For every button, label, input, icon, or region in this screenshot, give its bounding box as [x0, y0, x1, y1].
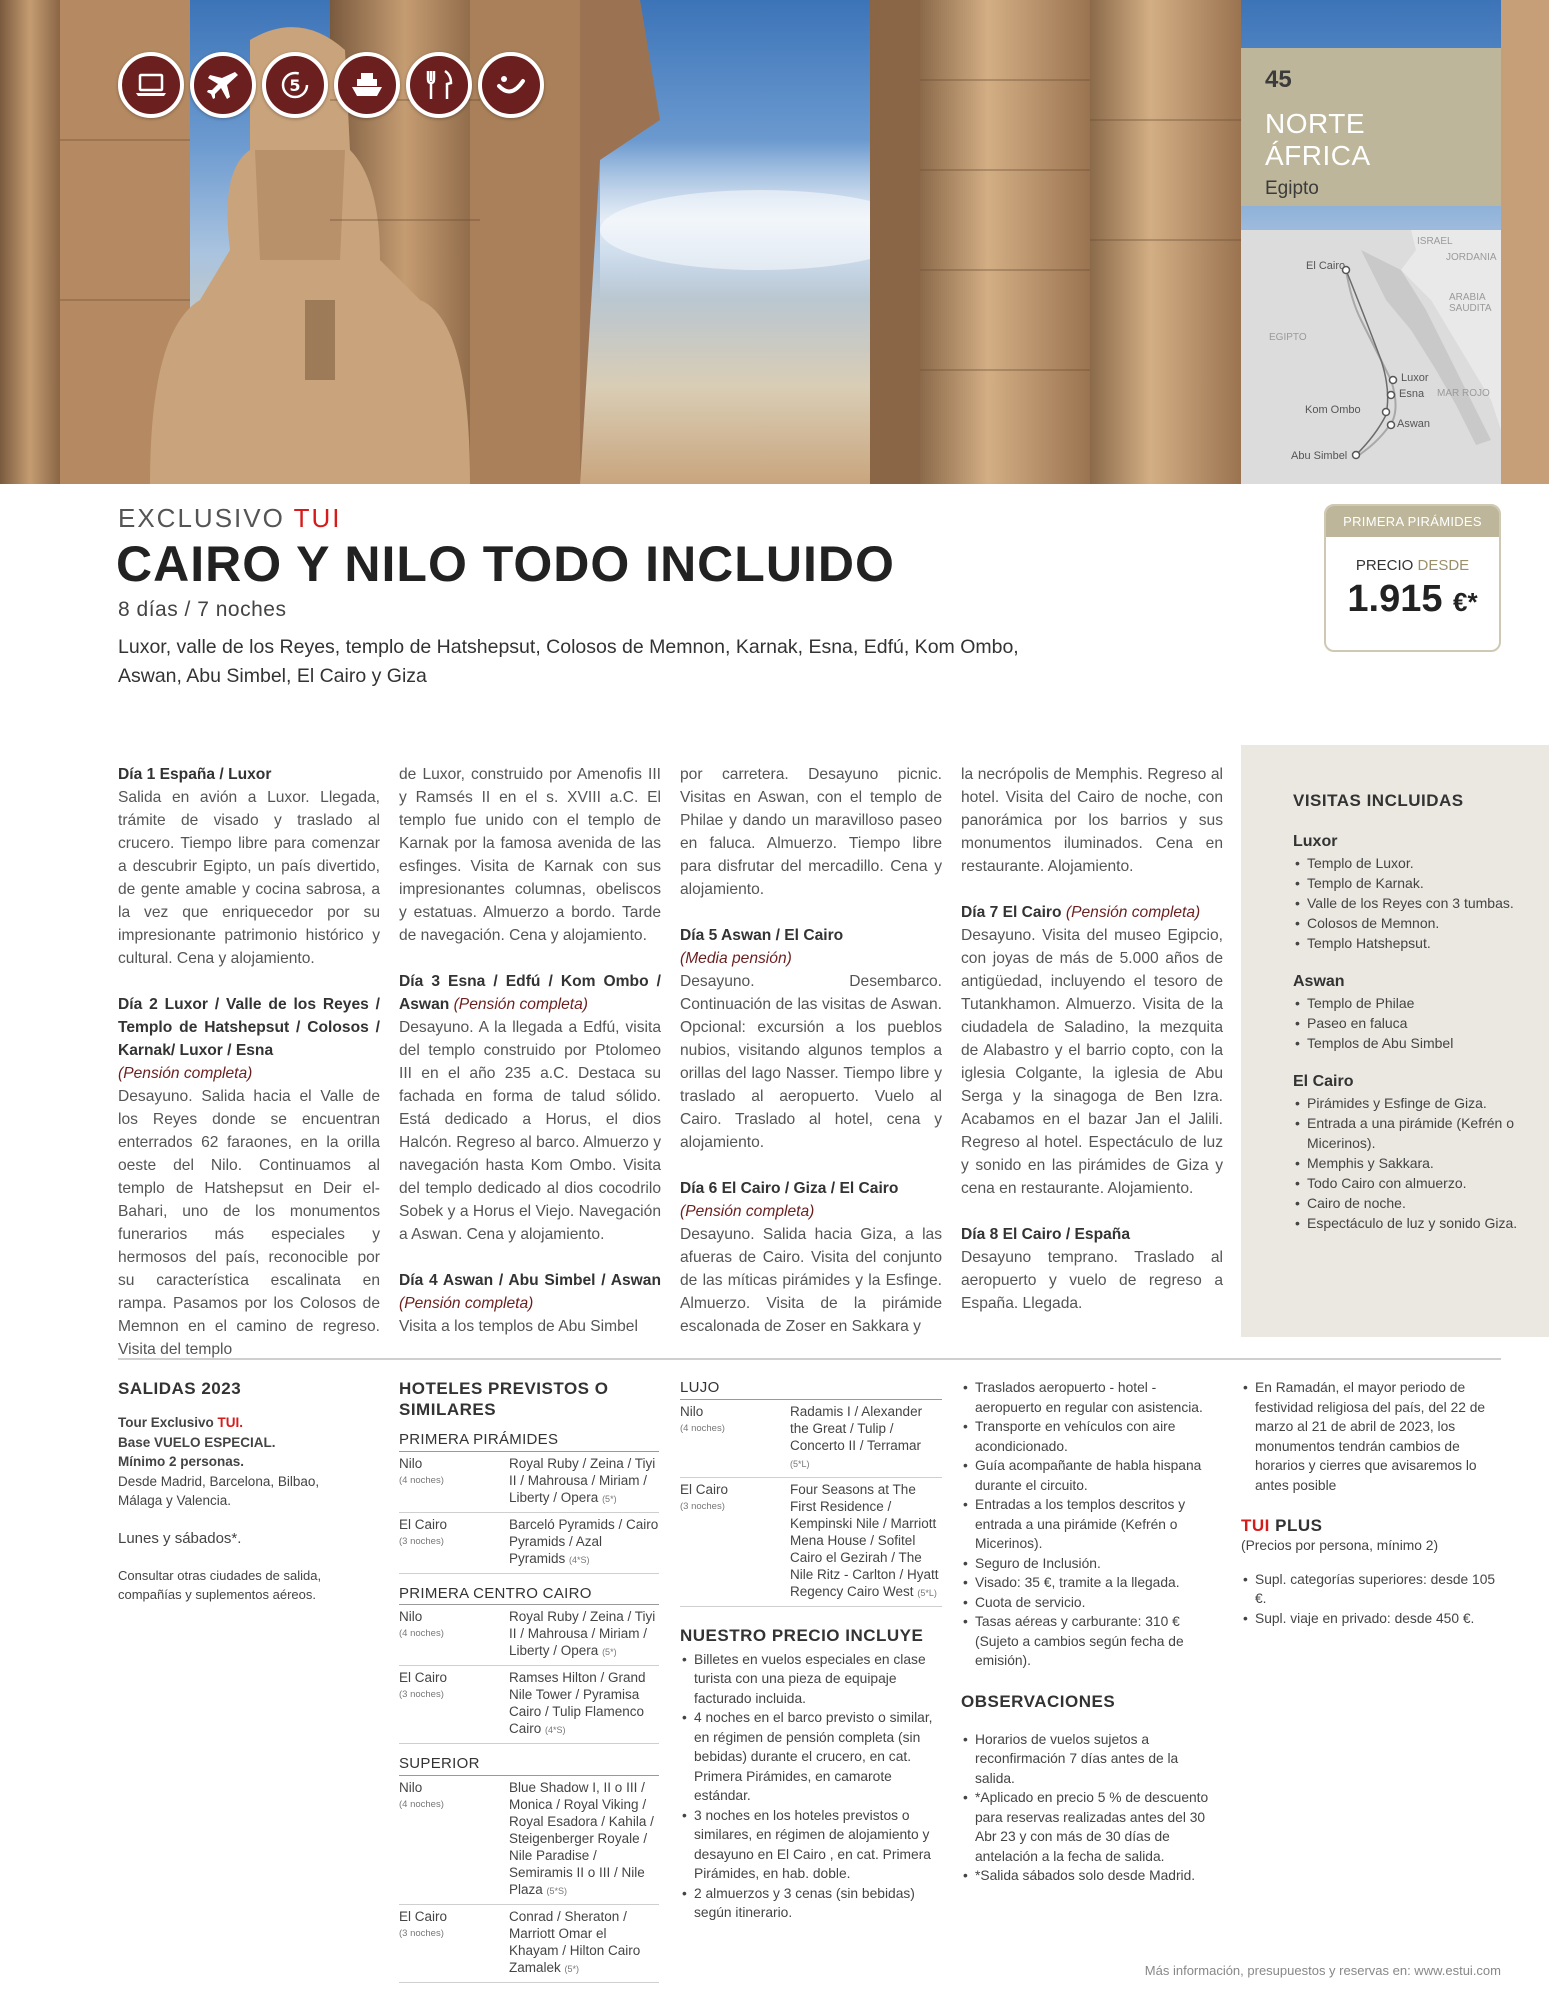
- hotel-row: [399, 1605, 659, 1666]
- list-item: • Espectáculo de luz y sonido Giza.: [1293, 1213, 1518, 1233]
- itinerary-day: [399, 763, 661, 947]
- day-meal: (Pensión completa): [399, 1295, 534, 1312]
- map-label-cairo: El Cairo: [1306, 260, 1346, 272]
- hotel-names-text: Blue Shadow I, II o III / Monica / Royal Viking / Royal Esadora / Kahila / Steigenberger Royale / Nile Paradise / Semiramis II o III / Nile Plaza: [509, 1779, 654, 1897]
- itinerary-day: [118, 763, 380, 970]
- day-meal: (Pensión completa): [1065, 904, 1201, 921]
- hotel-category-lujo: LUJO: [680, 1378, 942, 1400]
- hotel-names-text: Four Seasons at The First Residence / Kempinski Nile / Marriott Mena House / Sofitel Cairo el Gezirah / The Nile Ritz - Carlton / Hyatt Regency Cairo West: [790, 1481, 939, 1599]
- hotel-category: SUPERIOR: [399, 1754, 659, 1776]
- itinerary-day: [961, 901, 1223, 1200]
- hotel-nights: (3 noches): [399, 1535, 444, 1547]
- hotel-city: [399, 1455, 509, 1508]
- list-item: • *Salida sábados solo desde Madrid.: [961, 1866, 1213, 1886]
- list-item: • Templo de Luxor.: [1293, 853, 1518, 873]
- hotel-city: [399, 1608, 509, 1661]
- visitas-group-aswan: [1293, 973, 1549, 1053]
- hotel-stars: (5*): [602, 1647, 617, 1657]
- price-category: PRIMERA PIRÁMIDES: [1326, 506, 1499, 537]
- tui-plus-title: [1241, 1515, 1501, 1536]
- salidas-cities: Desde Madrid, Barcelona, Bilbao, Málaga y Valencia.: [118, 1473, 320, 1508]
- hotel-city-name: El Cairo: [399, 1670, 448, 1685]
- feature-icons: [118, 52, 544, 118]
- day-text: Desayuno. Desembarco. Continuación de las visitas de Aswan. Opcional: excursión a los pueblos nubios, visitando algunos templos a orillas del lago Nasser. Tiempo libre y traslado al aeropuerto. Vuelo al Cairo. Traslado al hotel, cena y alojamiento.: [680, 973, 942, 1151]
- map-label-kom-ombo: Kom Ombo: [1305, 404, 1361, 416]
- day-text: de Luxor, construido por Amenofis III y Ramsés II en el s. XVIII a.C. El templo fue unido con el templo de Karnak por la famosa avenida de las esfinges. Visita de Karnak con sus impresionantes columnas, obeliscos y estatuas. Almuerzo a bordo. Tarde de navegación. Cena y alojamiento.: [399, 766, 661, 944]
- list-item: • Memphis y Sakkara.: [1293, 1153, 1518, 1173]
- airplane-icon: [190, 52, 256, 118]
- price-from: DESDE: [1417, 557, 1470, 574]
- list-item: • Billetes en vuelos especiales en clase turista con una pieza de equipaje facturado incluida.: [680, 1650, 942, 1709]
- day-heading: [399, 973, 661, 1013]
- day-meal: (Media pensión): [680, 950, 792, 967]
- hotel-city: [399, 1516, 509, 1569]
- hotel-city-name: El Cairo: [680, 1481, 729, 1497]
- price-label-text: PRECIO: [1355, 557, 1414, 574]
- list-item: • Guía acompañante de habla hispana durante el circuito.: [961, 1456, 1213, 1495]
- trip-duration: 8 días / 7 noches: [118, 598, 287, 621]
- day-meal: (Pensión completa): [680, 1203, 815, 1220]
- day-heading: [680, 1180, 898, 1220]
- map-label-egipto: EGIPTO: [1269, 332, 1307, 343]
- tui-plus-list: [1241, 1570, 1501, 1629]
- visitas-group-luxor: [1293, 833, 1549, 953]
- hotel-names: [509, 1669, 659, 1739]
- salidas-tour-label: Tour Exclusivo: [118, 1415, 214, 1430]
- list-item: • Transporte en vehículos con aire acondicionado.: [961, 1417, 1213, 1456]
- laptop-icon: [118, 52, 184, 118]
- hoteles-title: HOTELES PREVISTOS O SIMILARES: [399, 1379, 609, 1419]
- route-map-graphic: [1241, 230, 1501, 484]
- day-meal: (Pensión completa): [118, 1065, 253, 1082]
- hotel-city: [399, 1908, 509, 1978]
- salidas-title: SALIDAS 2023: [118, 1379, 242, 1398]
- hotel-names-text: Ramses Hilton / Grand Nile Tower / Pyramisa Cairo / Tulip Flamenco Cairo: [509, 1670, 646, 1736]
- hotel-city-name: Nilo: [399, 1779, 423, 1795]
- list-item: • Templo Hatshepsut.: [1293, 933, 1518, 953]
- route-summary: Luxor, valle de los Reyes, templo de Hatshepsut, Colosos de Memnon, Karnak, Esna, Edfú, Kom Ombo, Aswan, Abu Simbel, El Cairo y Giza: [118, 636, 1019, 687]
- itinerary-day: [680, 924, 942, 1154]
- itinerary-day: [961, 763, 1223, 878]
- hotel-names: [509, 1516, 659, 1569]
- hotel-names-text: Royal Ruby / Zeina / Tiyi II / Mahrousa / Miriam / Liberty / Opera: [509, 1609, 656, 1658]
- hotel-names-text: Barceló Pyramids / Cairo Pyramids / Azal Pyramids: [509, 1516, 659, 1566]
- list-item: • Cuota de servicio.: [961, 1593, 1213, 1613]
- day-heading-text: Día 2 Luxor / Valle de los Reyes / Templo de Hatshepsut / Colosos / Karnak/ Luxor / Esna: [118, 996, 380, 1059]
- tui-plus-subtitle: (Precios por persona, mínimo 2): [1241, 1538, 1439, 1553]
- itinerary-column-1: [118, 763, 380, 1384]
- hotel-city: [399, 1779, 509, 1900]
- svg-text:5: 5: [289, 76, 301, 95]
- incluye-list-continued: [961, 1378, 1213, 1671]
- hotel-city-name: El Cairo: [399, 1908, 448, 1924]
- kicker: [118, 503, 341, 534]
- list-item: • Supl. viaje en privado: desde 450 €.: [1241, 1609, 1501, 1629]
- list-item: • Horarios de vuelos sujetos a reconfirmación 7 días antes de la salida.: [961, 1730, 1213, 1789]
- list-item: • Templo de Karnak.: [1293, 873, 1518, 893]
- list-item: • Pirámides y Esfinge de Giza.: [1293, 1093, 1518, 1113]
- hotel-city-name: Nilo: [399, 1609, 423, 1624]
- visitas-group-cairo: [1293, 1073, 1549, 1233]
- hotel-row: [399, 1513, 659, 1574]
- day-heading: Día 1 España / Luxor: [118, 766, 272, 783]
- price-value: 1.915: [1347, 578, 1443, 620]
- hotel-categories: [399, 1430, 659, 1983]
- day-text: Desayuno. Salida hacia el Valle de los Reyes donde se encuentran enterrados 62 faraones, en la orilla oeste del Nilo. Continuamos al templo de Hatshepsut en Deir el-Bahari, uno de los monumentos funerarios más especiales y hermosos del país, reconocible por su característica escalinata en rampa. Pasamos por los Colosos de Memnon en el camino de regreso. Visita del templo: [118, 1088, 380, 1358]
- day-heading-text: Día 4 Aswan / Abu Simbel / Aswan: [399, 1272, 661, 1289]
- visitas-city: Aswan: [1293, 973, 1345, 990]
- hotel-city: [399, 1669, 509, 1739]
- route-map: [1241, 230, 1501, 484]
- hotel-city: [680, 1403, 790, 1473]
- visitas-incluidas-panel: [1241, 745, 1549, 1337]
- lujo-and-incluye-section: [680, 1378, 942, 1923]
- hotel-row: [680, 1478, 942, 1607]
- hotel-category: PRIMERA CENTRO CAIRO: [399, 1584, 659, 1606]
- hotel-city-name: El Cairo: [399, 1516, 448, 1532]
- salidas-base: Base VUELO ESPECIAL.: [118, 1434, 276, 1450]
- itinerary-column-2: [399, 763, 661, 1361]
- hotel-names: [509, 1608, 659, 1661]
- day-heading: [961, 904, 1200, 921]
- hotel-stars: (5*): [602, 1493, 617, 1504]
- price-amount: [1326, 578, 1499, 621]
- map-label-luxor: Luxor: [1401, 372, 1429, 384]
- country-label: Egipto: [1265, 178, 1319, 199]
- hotel-names: [509, 1779, 659, 1900]
- map-label-mar-rojo: MAR ROJO: [1437, 388, 1490, 399]
- ramadan-and-plus-section: [1241, 1378, 1501, 1628]
- day-text: Desayuno. Visita del museo Egipcio, con joyas de más de 5.000 años de antigüedad, incluyendo el tesoro de Tutankhamon. Almuerzo. Visita de la ciudadela de Saladino, la mezquita de Alabastro y el barrio copto, con la iglesia Colgante, la iglesia de Abu Serga y la sinagoga de Ben Izra. Acabamos en el bazar Jan el Jalili. Regreso al hotel. Espectáculo de luz y sonido en las pirámides de Giza y cena en restaurante. Alojamiento.: [961, 927, 1223, 1197]
- page-title: CAIRO Y NILO TODO INCLUIDO: [116, 536, 895, 592]
- itinerary-day: [399, 1269, 661, 1338]
- hotel-names: [509, 1455, 659, 1508]
- incluye-list: [680, 1650, 942, 1923]
- list-item: • Paseo en faluca: [1293, 1013, 1518, 1033]
- price-currency: €*: [1453, 587, 1478, 617]
- hotel-names: [509, 1908, 659, 1978]
- hotel-nights: (4 noches): [680, 1422, 725, 1434]
- visitas-city: Luxor: [1293, 833, 1338, 850]
- day-text: Desayuno. A la llegada a Edfú, visita del templo construido por Ptolomeo III en el año 235 a.C. Destaca su fachada en forma de talud sólido. Está dedicado a Horus, el dios Halcón. Regreso al barco. Almuerzo y navegación hasta Kom Ombo. Visita del templo dedicado al dios cocodrilo Sobek y a Horus el Viejo. Navegación a Aswan. Cena y alojamiento.: [399, 1019, 661, 1243]
- list-item: • Templo de Philae: [1293, 993, 1518, 1013]
- hotel-city-name: Nilo: [680, 1403, 704, 1419]
- hotel-names-text: Royal Ruby / Zeina / Tiyi II / Mahrousa / Miriam / Liberty / Opera: [509, 1455, 656, 1505]
- cutlery-icon: [406, 52, 472, 118]
- map-label-jordania: JORDANIA: [1446, 252, 1497, 263]
- hotel-nights: (4 noches): [399, 1798, 444, 1810]
- itinerary-day: [118, 993, 380, 1361]
- day-text: Desayuno temprano. Traslado al aeropuerto y vuelo de regreso a España. Llegada.: [961, 1249, 1223, 1312]
- list-item: • 4 noches en el barco previsto o similar, en régimen de pensión completa (sin bebidas) durante el crucero, en cat. Primera Pirámides, en camarote estándar.: [680, 1708, 942, 1806]
- day-heading: Día 8 El Cairo / España: [961, 1226, 1130, 1243]
- salidas-tour: [118, 1413, 353, 1433]
- list-item: • 3 noches en los hoteles previstos o similares, en régimen de alojamiento y desayuno en El Cairo , en cat. Primera Pirámides, en hab. doble.: [680, 1806, 942, 1884]
- hotel-stars: (5*L): [790, 1458, 810, 1469]
- incluye-cont-section: [961, 1378, 1213, 1886]
- map-label-abu-simbel: Abu Simbel: [1291, 450, 1348, 462]
- hotel-stars: (5*): [564, 1963, 580, 1974]
- hotel-nights: (4 noches): [399, 1628, 444, 1639]
- salidas-days: Lunes y sábados*.: [118, 1529, 242, 1547]
- day-heading: [399, 1272, 661, 1312]
- cruise-ship-icon: [334, 52, 400, 118]
- hotel-nights: (3 noches): [399, 1689, 444, 1700]
- itinerary-column-4: [961, 763, 1223, 1338]
- list-item: • Valle de los Reyes con 3 tumbas.: [1293, 893, 1518, 913]
- hotel-nights: (3 noches): [680, 1500, 725, 1512]
- day-heading-text: Día 6 El Cairo / Giza / El Cairo: [680, 1180, 899, 1197]
- hotel-stars: (4*S): [545, 1725, 566, 1735]
- tui-plus-label: PLUS: [1275, 1516, 1323, 1535]
- visitas-title: VISITAS INCLUIDAS: [1293, 791, 1464, 810]
- day-text: por carretera. Desayuno picnic. Visitas en Aswan, con el templo de Philae y dando un maravilloso paseo en faluca. Almuerzo. Tiempo libre para disfrutar del mercadillo. Cena y alojamiento.: [680, 766, 942, 898]
- five-star-icon: [262, 52, 328, 118]
- hotel-names-text: Conrad / Sheraton / Marriott Omar el Khayam / Hilton Cairo Zamalek: [509, 1908, 641, 1975]
- salidas-note: Consultar otras ciudades de salida, compañías y suplementos aéreos.: [118, 1568, 322, 1602]
- day-text: Salida en avión a Luxor. Llegada, trámite de visado y traslado al crucero. Tiempo libre para comenzar a descubrir Egipto, un país divertido, de gente amable y cocina sabrosa, a la vez que enriquecedor por su impresionante patrimonio histórico y cultural. Cena y alojamiento.: [118, 789, 380, 967]
- hotel-stars: (5*S): [546, 1885, 568, 1896]
- tui-logo-icon: [478, 52, 544, 118]
- hotel-names: [790, 1481, 942, 1602]
- day-heading-text: Día 5 Aswan / El Cairo: [680, 927, 844, 944]
- itinerary-day: [680, 1177, 942, 1338]
- price-box: [1324, 504, 1501, 652]
- map-label-esna: Esna: [1399, 388, 1425, 400]
- list-item: • Colosos de Memnon.: [1293, 913, 1518, 933]
- day-meal: (Pensión completa): [453, 996, 588, 1013]
- hotel-nights: (4 noches): [399, 1474, 444, 1486]
- kicker-label: EXCLUSIVO: [118, 503, 285, 533]
- itinerary-day: [680, 763, 942, 901]
- list-item: • Todo Cairo con almuerzo.: [1293, 1173, 1518, 1193]
- salidas-section: [118, 1378, 353, 1604]
- page-number: 45: [1265, 66, 1292, 93]
- map-label-arabia: ARABIA SAUDITA: [1449, 292, 1492, 314]
- day-text: Desayuno. Salida hacia Giza, a las afueras de Cairo. Visita del conjunto de las míticas pirámides y la Esfinge. Almuerzo. Visita de la pirámide escalonada de Zoser en Sakkara y: [680, 1226, 942, 1335]
- day-heading: [680, 927, 843, 967]
- region-box: [1241, 48, 1501, 206]
- day-heading-text: Día 3 Esna / Edfú / Kom Ombo / Aswan: [399, 973, 661, 1013]
- list-item: • Cairo de noche.: [1293, 1193, 1518, 1213]
- day-heading-text: Día 7 El Cairo: [961, 904, 1062, 921]
- hotel-names: [790, 1403, 942, 1473]
- visitas-city: El Cairo: [1293, 1073, 1354, 1090]
- list-item: • Seguro de Inclusión.: [961, 1554, 1213, 1574]
- hotel-row: [399, 1666, 659, 1744]
- map-label-israel: ISRAEL: [1417, 236, 1453, 247]
- hotel-row: [680, 1400, 942, 1478]
- hotel-names-text: Radamis I / Alexander the Great / Tulip / Concerto II / Terramar: [790, 1403, 923, 1453]
- tui-plus-brand: TUI: [1241, 1516, 1270, 1535]
- hotel-row: [399, 1452, 659, 1513]
- region-label: NORTE ÁFRICA: [1265, 108, 1371, 171]
- list-item: • Visado: 35 €, tramite a la llegada.: [961, 1573, 1213, 1593]
- list-item: • Entrada a una pirámide (Kefrén o Micerinos).: [1293, 1113, 1518, 1153]
- hotel-stars: (4*S): [569, 1554, 590, 1565]
- section-divider: [118, 1358, 1501, 1360]
- list-item: • Supl. categorías superiores: desde 105 €.: [1241, 1570, 1501, 1609]
- ramadan-note: • En Ramadán, el mayor periodo de festividad religiosa del país, del 22 de marzo al 21 de abril de 2023, los monumentos tendrán cambios de horarios y cierres que avisaremos lo antes posible: [1241, 1378, 1501, 1495]
- kicker-brand: TUI: [293, 503, 342, 533]
- day-text: la necrópolis de Memphis. Regreso al hotel. Visita del Cairo de noche, con panorámica por los barrios y sus monumentos iluminados. Cena en restaurante. Alojamiento.: [961, 766, 1223, 875]
- day-text: Visita a los templos de Abu Simbel: [399, 1318, 638, 1335]
- itinerary-column-3: [680, 763, 942, 1361]
- hotel-stars: (5*L): [917, 1587, 937, 1598]
- list-item: • Entradas a los templos descritos y entrada a una pirámide (Kefrén o Micerinos).: [961, 1495, 1213, 1554]
- day-heading: [118, 996, 380, 1082]
- hotel-city-name: Nilo: [399, 1455, 423, 1471]
- hotel-nights: (3 noches): [399, 1927, 444, 1939]
- list-item: • *Aplicado en precio 5 % de descuento para reservas realizadas antes del 30 Abr 23 y con más de 30 días de antelación a la fecha de salida.: [961, 1788, 1213, 1866]
- hotel-lujo-rows: [680, 1400, 942, 1607]
- salidas-min: Mínimo 2 personas.: [118, 1454, 245, 1469]
- hotel-row: [399, 1905, 659, 1983]
- price-label: [1326, 557, 1499, 574]
- list-item: • Templos de Abu Simbel: [1293, 1033, 1518, 1053]
- list-item: • 2 almuerzos y 3 cenas (sin bebidas) según itinerario.: [680, 1884, 942, 1923]
- hotel-row: [399, 1776, 659, 1905]
- observaciones-list: [961, 1730, 1213, 1886]
- hotel-city: [680, 1481, 790, 1602]
- incluye-title: NUESTRO PRECIO INCLUYE: [680, 1625, 924, 1645]
- footer-info: Más información, presupuestos y reservas en: www.estui.com: [1144, 1963, 1501, 1978]
- itinerary-day: [961, 1223, 1223, 1315]
- hero-image: [0, 0, 1549, 484]
- hoteles-section: [399, 1378, 659, 1983]
- salidas-tour-brand: TUI.: [217, 1415, 244, 1430]
- observaciones-title: OBSERVACIONES: [961, 1691, 1116, 1711]
- list-item: • Tasas aéreas y carburante: 310 € (Sujeto a cambios según fecha de emisión).: [961, 1612, 1213, 1671]
- itinerary-day: [399, 970, 661, 1246]
- hotel-category: PRIMERA PIRÁMIDES: [399, 1430, 659, 1452]
- list-item: • Traslados aeropuerto - hotel - aeropuerto en regular con asistencia.: [961, 1378, 1213, 1417]
- map-label-aswan: Aswan: [1397, 418, 1431, 430]
